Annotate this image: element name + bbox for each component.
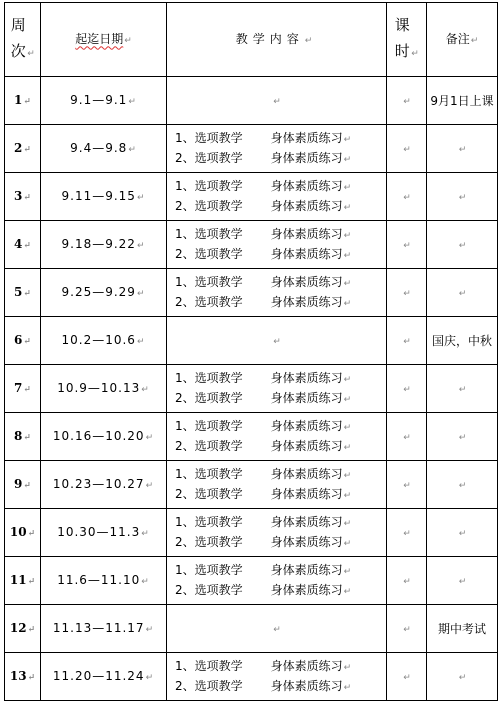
date-range-cell: 11.20—11.24↵: [41, 653, 167, 701]
note-text: 期中考试: [437, 621, 486, 636]
content-line-1: 1、选项教学 身体素质练习↵: [175, 658, 352, 673]
content-cell: [167, 461, 387, 509]
note-cell: ↵: [427, 125, 498, 173]
content-line-1-detail: 身体素质练习: [270, 130, 343, 145]
content-cell: [167, 653, 387, 701]
content-line-1: 1、选项教学 身体素质练习↵: [175, 562, 352, 577]
content-cell: [167, 269, 387, 317]
table-row: [5, 461, 498, 509]
week-number: 8: [14, 428, 23, 443]
table-row: [5, 365, 498, 413]
content-line-2-item: 2、选项教学: [175, 246, 243, 261]
note-cell: ↵: [427, 221, 498, 269]
note-text: 国庆，中秋: [431, 333, 492, 348]
content-line-1: 1、选项教学 身体素质练习↵: [175, 178, 352, 193]
week-number: 2: [14, 140, 23, 155]
header-dates-label: 起迄日期: [75, 31, 124, 46]
hours-cell: ↵: [387, 269, 427, 317]
content-line-2-item: 2、选项教学: [175, 678, 243, 693]
date-range: 10.9—10.13: [57, 380, 141, 395]
week-cell: 2↵: [5, 125, 41, 173]
week-cell: 10↵: [5, 509, 41, 557]
content-line-2: 2、选项教学 身体素质练习↵: [175, 678, 352, 693]
date-range-cell: 11.13—11.17↵: [41, 605, 167, 653]
note-text: 9月1日上课: [430, 93, 494, 108]
week-number: 11: [9, 572, 27, 587]
content-line-2-item: 2、选项教学: [175, 294, 243, 309]
date-range: 9.11—9.15: [61, 188, 136, 203]
content-line-1-item: 1、选项教学: [175, 658, 243, 673]
date-range-cell: 11.6—11.10↵: [41, 557, 167, 605]
date-range-cell: 10.30—11.3↵: [41, 509, 167, 557]
content-line-1: 1、选项教学 身体素质练习↵: [175, 370, 352, 385]
table-row: [5, 269, 498, 317]
table-row: [5, 77, 498, 125]
content-line-2-item: 2、选项教学: [175, 582, 243, 597]
content-line-1: 1、选项教学 身体素质练习↵: [175, 466, 352, 481]
hours-cell: ↵: [387, 653, 427, 701]
content-line-2-detail: 身体素质练习: [270, 198, 343, 213]
header-week: 周次 ↵: [5, 3, 41, 77]
content-line-1-item: 1、选项教学: [175, 562, 243, 577]
content-line-1-item: 1、选项教学: [175, 226, 243, 241]
content-line-1-item: 1、选项教学: [175, 466, 243, 481]
note-cell: [427, 77, 498, 125]
content-line-1: 1、选项教学 身体素质练习↵: [175, 514, 352, 529]
content-cell: ↵: [167, 77, 387, 125]
content-line-2-item: 2、选项教学: [175, 534, 243, 549]
week-cell: 12↵: [5, 605, 41, 653]
hours-cell: ↵: [387, 173, 427, 221]
content-line-2-item: 2、选项教学: [175, 198, 243, 213]
table-row: [5, 221, 498, 269]
content-line-2-detail: 身体素质练习: [270, 534, 343, 549]
content-line-1-detail: 身体素质练习: [270, 562, 343, 577]
date-range-cell: 10.2—10.6↵: [41, 317, 167, 365]
content-line-1-detail: 身体素质练习: [270, 514, 343, 529]
header-week-label: 周次: [10, 16, 26, 60]
content-line-1-detail: 身体素质练习: [270, 370, 343, 385]
note-cell: ↵: [427, 509, 498, 557]
content-line-2: 2、选项教学 身体素质练习↵: [175, 150, 352, 165]
header-hours-label: 课时: [394, 16, 410, 60]
hours-cell: ↵: [387, 509, 427, 557]
content-line-2-detail: 身体素质练习: [270, 486, 343, 501]
week-cell: 5↵: [5, 269, 41, 317]
week-cell: 9↵: [5, 461, 41, 509]
content-line-2-detail: 身体素质练习: [270, 582, 343, 597]
date-range: 10.2—10.6: [61, 332, 136, 347]
content-line-2: 2、选项教学 身体素质练习↵: [175, 246, 352, 261]
hours-cell: ↵: [387, 557, 427, 605]
date-range: 11.13—11.17: [52, 620, 145, 635]
date-range: 10.30—11.3: [57, 524, 141, 539]
hours-cell: ↵: [387, 365, 427, 413]
content-line-2-detail: 身体素质练习: [270, 678, 343, 693]
content-cell: [167, 413, 387, 461]
week-cell: 6↵: [5, 317, 41, 365]
content-line-1-detail: 身体素质练习: [270, 658, 343, 673]
date-range-cell: 9.1—9.1↵: [41, 77, 167, 125]
content-line-2: 2、选项教学 身体素质练习↵: [175, 534, 352, 549]
date-range-cell: 10.9—10.13↵: [41, 365, 167, 413]
week-number: 3: [14, 188, 23, 203]
week-cell: 3↵: [5, 173, 41, 221]
content-line-1-item: 1、选项教学: [175, 370, 243, 385]
content-line-1: 1、选项教学 身体素质练习↵: [175, 418, 352, 433]
header-content-label: 教学内容: [235, 31, 304, 46]
content-line-2-item: 2、选项教学: [175, 486, 243, 501]
week-number: 9: [14, 476, 23, 491]
note-cell: [427, 605, 498, 653]
content-line-2: 2、选项教学 身体素质练习↵: [175, 438, 352, 453]
content-line-2-detail: 身体素质练习: [270, 390, 343, 405]
content-line-2-item: 2、选项教学: [175, 150, 243, 165]
week-number: 6: [14, 332, 23, 347]
hours-cell: ↵: [387, 461, 427, 509]
hours-cell: ↵: [387, 125, 427, 173]
content-line-1: 1、选项教学 身体素质练习↵: [175, 226, 352, 241]
table-row: [5, 557, 498, 605]
date-range: 9.25—9.29: [61, 284, 136, 299]
header-content: 教学内容↵: [167, 3, 387, 77]
hours-cell: ↵: [387, 77, 427, 125]
table-row: [5, 605, 498, 653]
content-line-1-detail: 身体素质练习: [270, 178, 343, 193]
note-cell: ↵: [427, 557, 498, 605]
content-cell: [167, 365, 387, 413]
hours-cell: ↵: [387, 413, 427, 461]
week-cell: 1↵: [5, 77, 41, 125]
date-range: 11.6—11.10: [57, 572, 141, 587]
note-cell: ↵: [427, 413, 498, 461]
week-number: 4: [14, 236, 23, 251]
content-line-2: 2、选项教学 身体素质练习↵: [175, 198, 352, 213]
date-range-cell: 9.18—9.22↵: [41, 221, 167, 269]
table-row: [5, 653, 498, 701]
week-number: 12: [9, 620, 27, 635]
hours-cell: ↵: [387, 605, 427, 653]
table-row: [5, 173, 498, 221]
date-range: 9.1—9.1: [70, 92, 128, 107]
content-line-1-item: 1、选项教学: [175, 514, 243, 529]
content-line-2: 2、选项教学 身体素质练习↵: [175, 294, 352, 309]
content-cell: ↵: [167, 605, 387, 653]
content-line-1-item: 1、选项教学: [175, 274, 243, 289]
date-range-cell: 9.4—9.8↵: [41, 125, 167, 173]
content-line-2-item: 2、选项教学: [175, 438, 243, 453]
content-cell: [167, 509, 387, 557]
content-line-1-detail: 身体素质练习: [270, 274, 343, 289]
table-row: [5, 125, 498, 173]
note-cell: ↵: [427, 173, 498, 221]
content-cell: [167, 557, 387, 605]
hours-cell: ↵: [387, 221, 427, 269]
content-line-1-item: 1、选项教学: [175, 130, 243, 145]
header-notes: 备注↵: [427, 3, 498, 77]
week-number: 10: [9, 524, 27, 539]
note-cell: ↵: [427, 365, 498, 413]
date-range: 11.20—11.24: [52, 668, 145, 683]
header-row: [5, 3, 498, 77]
note-cell: ↵: [427, 461, 498, 509]
date-range: 9.4—9.8: [70, 140, 128, 155]
week-cell: 13↵: [5, 653, 41, 701]
week-cell: 8↵: [5, 413, 41, 461]
content-line-1-item: 1、选项教学: [175, 418, 243, 433]
content-cell: [167, 125, 387, 173]
date-range-cell: 10.23—10.27↵: [41, 461, 167, 509]
week-cell: 7↵: [5, 365, 41, 413]
week-number: 5: [14, 284, 23, 299]
date-range-cell: 9.25—9.29↵: [41, 269, 167, 317]
table-row: [5, 509, 498, 557]
table-row: [5, 317, 498, 365]
date-range: 10.23—10.27: [52, 476, 145, 491]
week-number: 7: [14, 380, 23, 395]
note-cell: [427, 317, 498, 365]
week-number: 13: [9, 668, 27, 683]
week-cell: 11↵: [5, 557, 41, 605]
content-line-1-detail: 身体素质练习: [270, 418, 343, 433]
content-line-2-detail: 身体素质练习: [270, 438, 343, 453]
week-number: 1: [14, 92, 23, 107]
schedule-table: [4, 2, 498, 701]
week-cell: 4↵: [5, 221, 41, 269]
content-line-2: 2、选项教学 身体素质练习↵: [175, 582, 352, 597]
content-cell: [167, 173, 387, 221]
content-line-1: 1、选项教学 身体素质练习↵: [175, 130, 352, 145]
content-line-2: 2、选项教学 身体素质练习↵: [175, 390, 352, 405]
note-cell: ↵: [427, 653, 498, 701]
content-line-2-detail: 身体素质练习: [270, 246, 343, 261]
header-dates: 起迄日期↵: [41, 3, 167, 77]
header-notes-label: 备注: [445, 31, 470, 46]
date-range-cell: 10.16—10.20↵: [41, 413, 167, 461]
header-hours: 课时 ↵: [387, 3, 427, 77]
table-row: [5, 413, 498, 461]
date-range: 10.16—10.20: [52, 428, 145, 443]
date-range: 9.18—9.22: [61, 236, 136, 251]
content-line-1: 1、选项教学 身体素质练习↵: [175, 274, 352, 289]
content-line-1-item: 1、选项教学: [175, 178, 243, 193]
content-line-1-detail: 身体素质练习: [270, 226, 343, 241]
content-cell: [167, 221, 387, 269]
date-range-cell: 9.11—9.15↵: [41, 173, 167, 221]
note-cell: ↵: [427, 269, 498, 317]
content-line-1-detail: 身体素质练习: [270, 466, 343, 481]
hours-cell: ↵: [387, 317, 427, 365]
content-line-2-detail: 身体素质练习: [270, 150, 343, 165]
content-line-2-detail: 身体素质练习: [270, 294, 343, 309]
content-cell: ↵: [167, 317, 387, 365]
content-line-2: 2、选项教学 身体素质练习↵: [175, 486, 352, 501]
content-line-2-item: 2、选项教学: [175, 390, 243, 405]
